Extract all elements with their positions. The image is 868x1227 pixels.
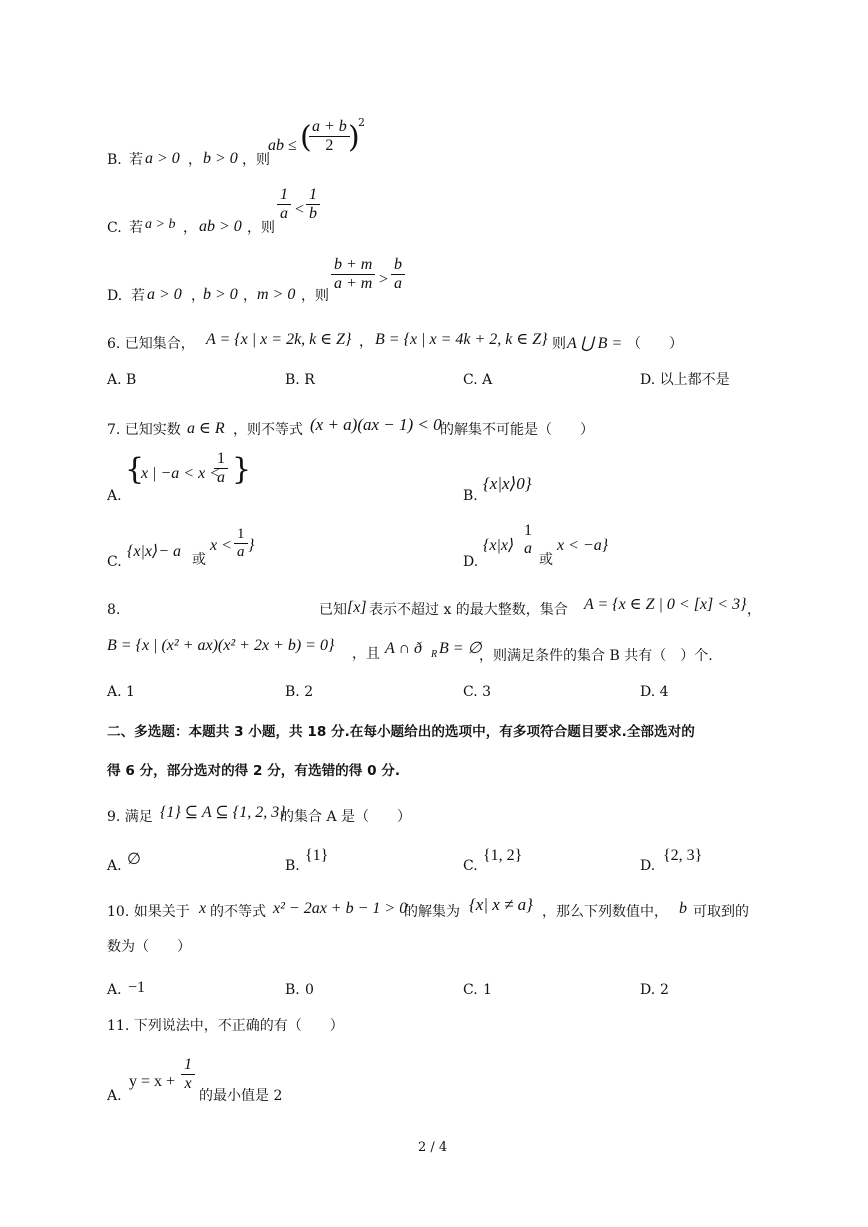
option-d-value: 2 [660,982,669,998]
option-b-label: B. [285,858,300,874]
fraction [234,526,248,562]
expression: A ⋃ B = [567,335,623,352]
option-label: A. [107,1088,122,1104]
fraction [214,450,228,488]
conjunction: 或 [192,552,206,568]
conjunction: 或 [539,552,553,568]
numerator: a + b [309,118,350,137]
numerator: 1 [524,522,532,539]
floor-notation: [x] [347,599,367,616]
option-a-value: ∅ [127,851,141,868]
option-label: B. [107,152,122,168]
option-d-value: {2, 3} [663,847,703,864]
option-label: B. [463,488,478,504]
option-label: A. [107,488,122,504]
section-heading: 二、多选题：本题共 3 小题，共 18 分.在每小题给出的选项中，有多项符合题目要求.全部选对的 [107,724,695,740]
variable: x [199,900,207,917]
option-d-label: D. [640,858,656,874]
q10-line2: 数为（ ） [107,939,191,955]
text: 若 [129,220,143,236]
numerator: 1 [181,1056,195,1075]
operator: < [295,201,305,218]
denominator: b [306,204,320,223]
text: 若 [129,152,143,168]
denominator: a + m [334,275,373,293]
option-a-label: A. [107,858,122,874]
option-b-value: {1} [305,847,329,864]
set-b: B = {x | (x² + ax)(x² + 2x + b) = 0} [107,637,335,654]
q11-stem: 11. 下列说法中，不正确的有（ ） [107,1018,344,1034]
option-b-label: B. [285,982,300,998]
denominator: a [237,544,245,561]
condition: a > b [145,217,176,232]
operator: > [379,271,389,288]
fraction [181,1056,195,1094]
condition: A ∩ ð [385,640,423,657]
numerator: 1 [234,526,248,544]
set-b: B = {x | x = 4k + 2, k ∈ Z} [375,331,548,348]
option-c-label: C. [463,858,478,874]
question-text: ，则不等式 [233,422,303,438]
text: 若 [131,288,145,304]
option-c: C. 3 [463,684,492,700]
solution-set: {x| x ≠ a} [469,895,533,914]
option-b: B. 2 [285,684,314,700]
q9-options [107,846,807,876]
separator: ， [747,602,761,618]
question-text: 的解集为 [404,904,460,920]
subscript: R [431,649,438,660]
question-text: 的集合 A 是（ ） [280,809,412,825]
condition: b > 0 [203,286,238,303]
exponent: 2 [358,116,365,129]
left-paren: ( [300,120,312,155]
denominator: a [217,469,225,487]
separator: ，则 [247,220,275,236]
expression: y = x + [129,1073,176,1090]
condition: B = ∅ [439,640,482,657]
option-d-label: D. [640,982,656,998]
condition: ab > 0 [199,218,242,235]
separator: ， [243,288,257,304]
condition: m > 0 [257,286,296,303]
fraction [521,522,535,559]
question-text: 6. 已知集合， [107,336,195,352]
option-c: C. A [463,372,493,388]
option-c-value: 1 [483,982,492,998]
option-b: B. R [285,372,315,388]
separator: ， [183,220,197,236]
option-label: D. [107,288,123,304]
question-text: 的解集不可能是（ ） [440,422,594,438]
option-a-label: A. [107,982,122,998]
condition: a > 0 [147,286,182,303]
set-expression: x | −a < x < [141,465,220,482]
set-a: A = {x ∈ Z | 0 < [x] < 3} [584,596,747,613]
condition: a ∈ R [187,420,225,437]
separator: ， [359,334,373,350]
inequality: x² − 2ax + b − 1 > 0 [273,900,408,917]
question-text: 的不等式 [210,904,266,920]
section-heading-cont: 得 6 分，部分选对的得 2 分，有选错的得 0 分. [107,763,401,779]
set-expression: {x|x⟩ [483,537,515,554]
question-text: ，则满足条件的集合 B 共有（ ）个. [479,648,713,664]
numerator: b + m [331,256,375,275]
option-d: D. 以上都不是 [640,372,730,388]
right-paren: ) [348,120,360,155]
fraction [331,256,375,294]
option-c-label: C. [463,982,478,998]
separator: ，则 [242,152,270,168]
right-brace: } [248,537,255,554]
condition: b > 0 [203,150,238,167]
set-expression: {x|x⟩− a [127,543,182,560]
question-number: 8. [107,602,121,618]
option-label: D. [463,554,479,570]
question-text: 7. 已知实数 [107,422,181,438]
left-brace: { [125,452,145,487]
condition: a > 0 [145,150,180,167]
option-label: C. [107,220,122,236]
fraction [309,118,350,156]
fraction [391,256,405,294]
numerator: b [391,256,405,275]
numerator: 1 [214,450,228,469]
fraction [306,186,320,224]
denominator: 2 [325,137,334,155]
option-a-value: −1 [128,979,146,996]
denominator: a [524,540,532,558]
question-text: 表示不超过 x 的最大整数，集合 [369,602,568,618]
option-b-value: 0 [305,982,314,998]
option-c-value: {1, 2} [483,847,523,864]
separator: ， [191,288,205,304]
separator: ，则 [301,288,329,304]
answer-blank: （ ） [627,336,683,352]
denominator: a [277,204,291,223]
question-text: 9. 满足 [107,809,153,825]
page-number: 2 / 4 [418,1140,448,1155]
text: 则 [552,336,566,352]
option-text: 的最小值是 2 [199,1088,283,1104]
option-a: A. B [107,372,137,388]
inequality-lhs: ab ≤ [268,137,297,154]
set-a: A = {x | x = 2k, k ∈ Z} [206,331,352,348]
fraction [277,186,291,224]
right-brace: } [232,452,252,487]
inequality: (x + a)(ax − 1) < 0 [310,415,442,434]
q10-options [107,978,807,1002]
variable: b [679,900,687,917]
question-text: ，且 [352,646,380,662]
set-relation: {1} ⊆ A ⊆ {1, 2, 3} [160,804,286,821]
option-a: A. 1 [107,684,135,700]
question-text: ，那么下列数值中， [542,904,668,920]
denominator: a [394,275,402,293]
question-text: 已知 [319,602,347,618]
set-expression: x < −a} [557,537,609,554]
option-d: D. 4 [640,684,669,700]
question-text: 可取到的 [693,904,749,920]
denominator: x [184,1075,192,1093]
numerator: 1 [280,186,288,203]
numerator: 1 [309,186,317,203]
separator: ， [188,152,202,168]
set-expression: {x|x⟩0} [483,474,532,493]
set-expression: x < [210,537,232,554]
question-text: 10. 如果关于 [107,904,190,920]
option-label: C. [107,554,122,570]
